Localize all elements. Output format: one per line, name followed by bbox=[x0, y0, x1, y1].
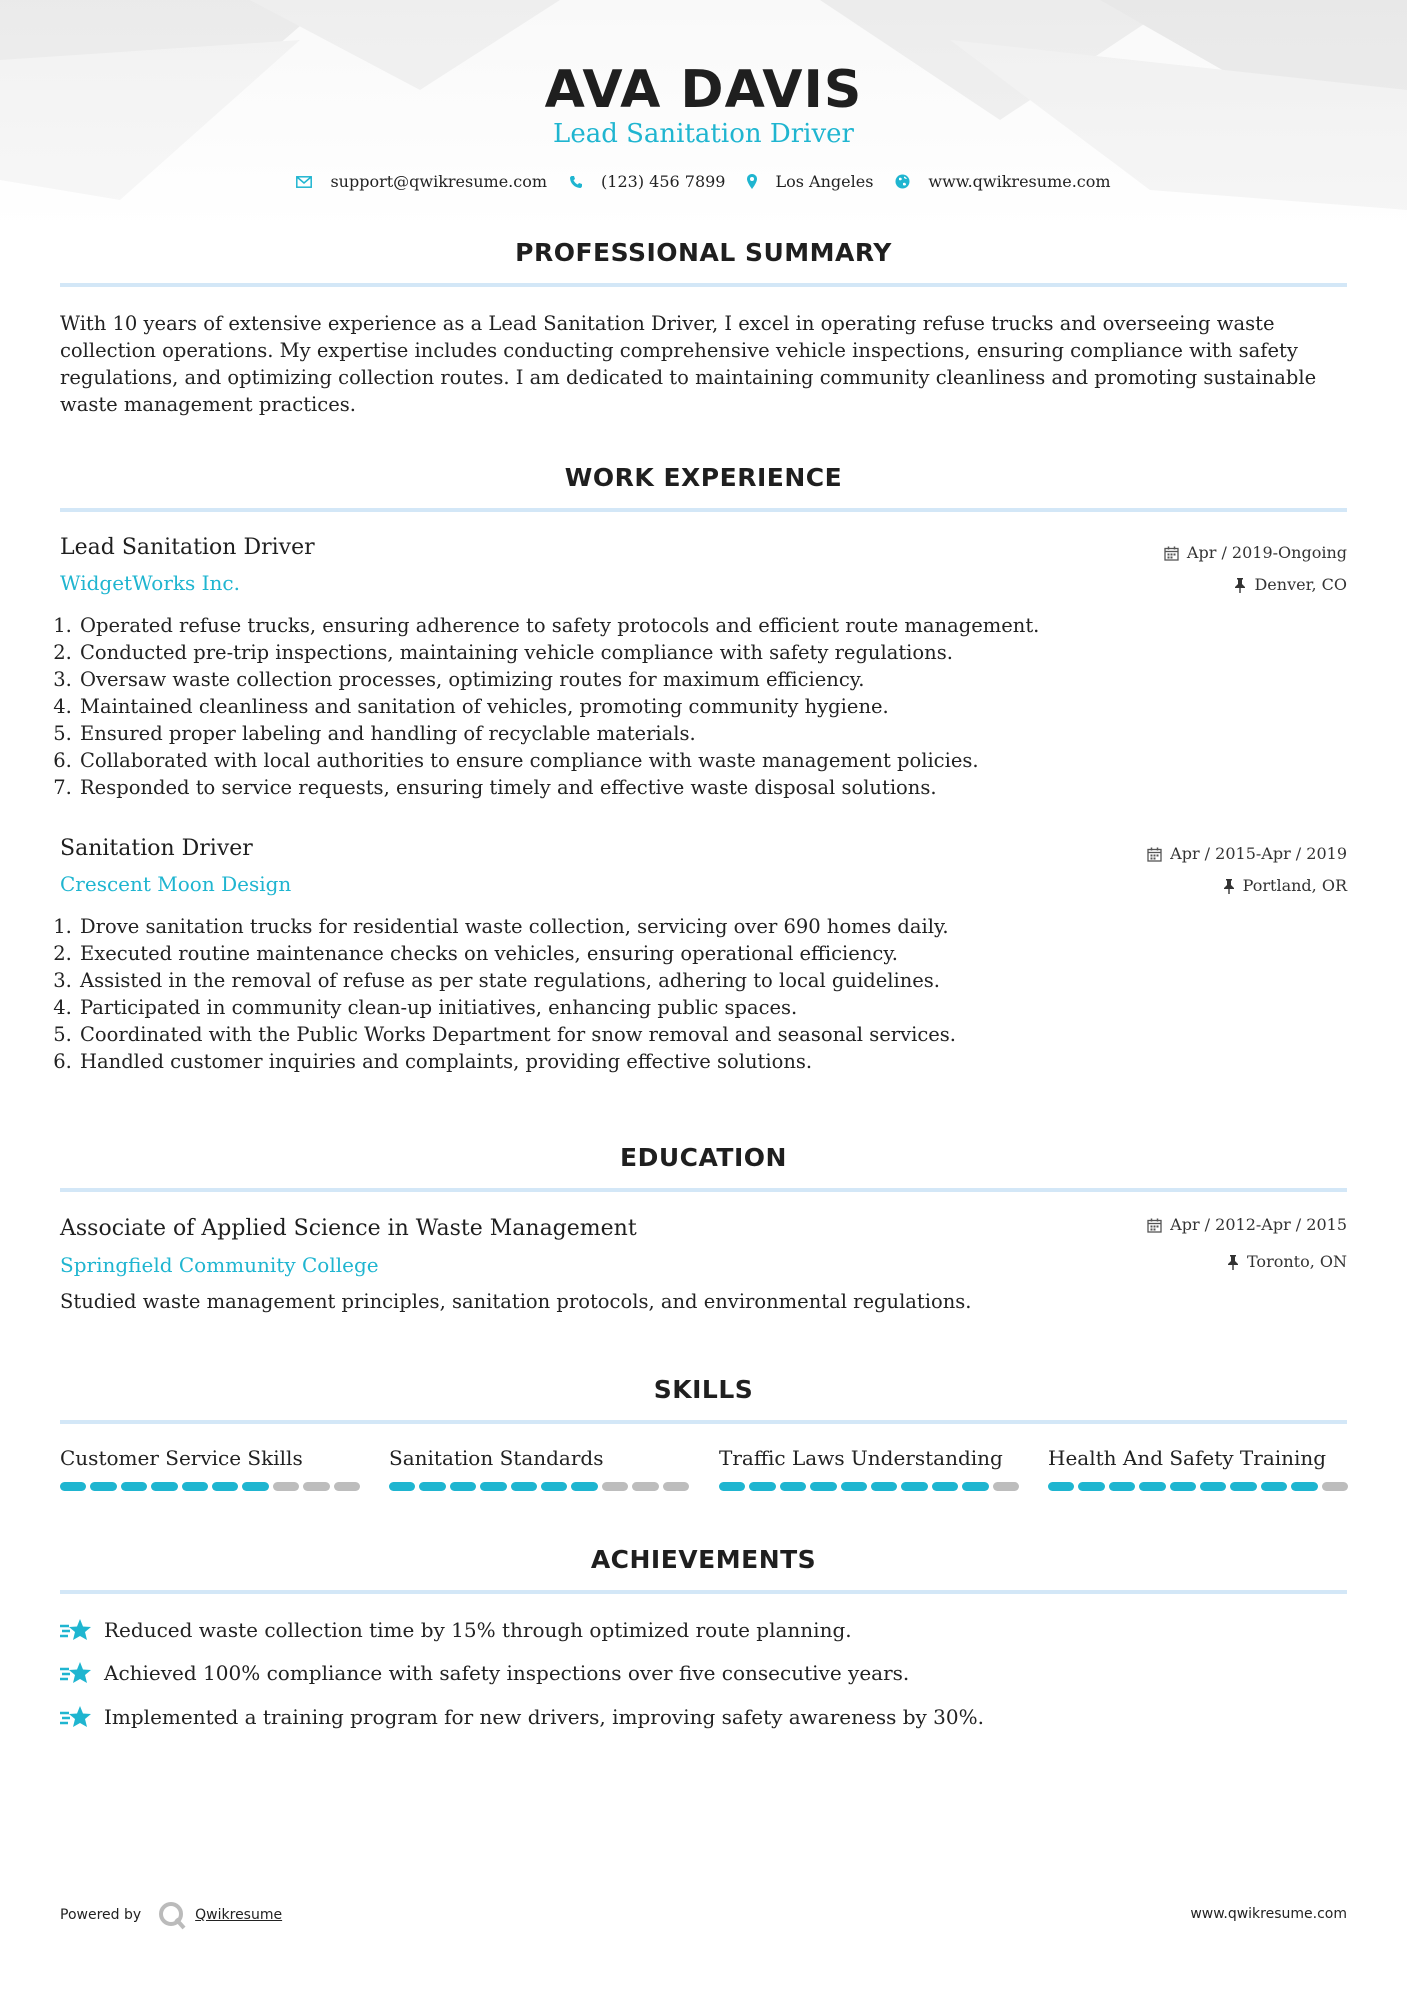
pushpin-icon bbox=[1234, 578, 1246, 593]
skill-name: Sanitation Standards bbox=[389, 1446, 604, 1470]
skill-item bbox=[719, 1444, 1019, 1491]
map-pin-icon bbox=[747, 174, 757, 189]
job-duties-list bbox=[60, 612, 1278, 801]
skill-segment-filled bbox=[780, 1482, 806, 1491]
skill-rating-bar bbox=[389, 1482, 689, 1491]
skill-segment-filled bbox=[389, 1482, 415, 1491]
list-item: 1. Drove sanitation trucks for residential waste collection, servicing over 690 homes daily. bbox=[78, 913, 1278, 940]
skill-segment-filled bbox=[719, 1482, 745, 1491]
list-item: 2. Conducted pre-trip inspections, maintaining vehicle compliance with safety regulations. bbox=[78, 639, 1278, 666]
skill-segment-filled bbox=[1139, 1482, 1165, 1491]
skill-segment-filled bbox=[480, 1482, 506, 1491]
contact-website[interactable] bbox=[895, 172, 1110, 191]
skill-rating-bar bbox=[60, 1482, 360, 1491]
skill-name: Customer Service Skills bbox=[60, 1446, 303, 1470]
job-title: Sanitation Driver bbox=[60, 836, 253, 861]
dates-text: Apr / 2019-Ongoing bbox=[1186, 543, 1347, 562]
skill-segment-filled bbox=[841, 1482, 867, 1491]
dates-text: Apr / 2012-Apr / 2015 bbox=[1170, 1215, 1347, 1234]
education-location bbox=[1227, 1251, 1347, 1273]
candidate-title: Lead Sanitation Driver bbox=[553, 119, 854, 149]
skills-heading: SKILLS bbox=[653, 1375, 754, 1404]
contact-phone[interactable] bbox=[569, 172, 725, 191]
skill-segment-filled bbox=[541, 1482, 567, 1491]
company-name: WidgetWorks Inc. bbox=[60, 571, 240, 595]
summary-text: With 10 years of extensive experience as a Lead Sanitation Driver, I excel in operating refuse trucks and overseeing waste collection operations. My expertise includes conducting comprehensive vehicle inspections, ensuring compliance with safety regulations, and optimizing collection routes. I am dedicated to maintaining community cleanliness and promoting sustainable waste management practices. bbox=[60, 312, 1317, 416]
pushpin-icon bbox=[1223, 879, 1235, 894]
degree-title: Associate of Applied Science in Waste Management bbox=[60, 1216, 637, 1241]
star-icon bbox=[60, 1617, 92, 1643]
calendar-icon bbox=[1164, 546, 1179, 561]
list-item: 6. Collaborated with local authorities to ensure compliance with waste management policies. bbox=[78, 747, 1278, 774]
skill-segment-empty bbox=[1322, 1482, 1348, 1491]
job-title: Lead Sanitation Driver bbox=[60, 535, 315, 560]
skill-item bbox=[389, 1444, 689, 1491]
company-name: Crescent Moon Design bbox=[60, 872, 292, 896]
skill-segment-empty bbox=[663, 1482, 689, 1491]
dates-text: Apr / 2015-Apr / 2019 bbox=[1170, 844, 1347, 863]
qwikresume-link[interactable]: Qwikresume bbox=[195, 1907, 283, 1923]
skill-segment-filled bbox=[1230, 1482, 1256, 1491]
list-item: 4. Maintained cleanliness and sanitation of vehicles, promoting community hygiene. bbox=[78, 693, 1278, 720]
globe-icon bbox=[895, 174, 910, 189]
skill-segment-filled bbox=[60, 1482, 86, 1491]
skill-segment-filled bbox=[962, 1482, 988, 1491]
job-location bbox=[1223, 875, 1347, 897]
skill-name: Traffic Laws Understanding bbox=[719, 1446, 1003, 1470]
list-item: 6. Handled customer inquiries and complaints, providing effective solutions. bbox=[78, 1048, 1278, 1075]
skill-segment-filled bbox=[871, 1482, 897, 1491]
skill-segment-filled bbox=[450, 1482, 476, 1491]
skills-divider bbox=[60, 1420, 1347, 1424]
school-name: Springfield Community College bbox=[60, 1253, 379, 1277]
list-item: 5. Coordinated with the Public Works Department for snow removal and seasonal services. bbox=[78, 1021, 1278, 1048]
skill-segment-empty bbox=[602, 1482, 628, 1491]
skill-segment-empty bbox=[993, 1482, 1019, 1491]
location-text: Denver, CO bbox=[1254, 575, 1347, 594]
skill-segment-filled bbox=[1291, 1482, 1317, 1491]
skill-segment-filled bbox=[1048, 1482, 1074, 1491]
experience-divider bbox=[60, 508, 1347, 512]
skill-segment-filled bbox=[182, 1482, 208, 1491]
location-text: Toronto, ON bbox=[1247, 1252, 1347, 1271]
calendar-icon bbox=[1147, 1218, 1162, 1233]
skill-rating-bar bbox=[1048, 1482, 1348, 1491]
education-heading: EDUCATION bbox=[620, 1143, 787, 1172]
star-icon bbox=[60, 1704, 92, 1730]
education-dates bbox=[1147, 1214, 1347, 1236]
contact-bar bbox=[0, 172, 1407, 191]
list-item: 2. Executed routine maintenance checks on vehicles, ensuring operational efficiency. bbox=[78, 940, 1278, 967]
skill-segment-filled bbox=[90, 1482, 116, 1491]
list-item: 5. Ensured proper labeling and handling of recyclable materials. bbox=[78, 720, 1278, 747]
summary-divider bbox=[60, 283, 1347, 287]
job-duties-list bbox=[60, 913, 1278, 1075]
skill-segment-filled bbox=[212, 1482, 238, 1491]
skill-segment-filled bbox=[1078, 1482, 1104, 1491]
skill-segment-filled bbox=[571, 1482, 597, 1491]
skill-segment-empty bbox=[273, 1482, 299, 1491]
job-dates bbox=[1147, 843, 1347, 865]
footer-powered-by bbox=[60, 1900, 282, 1930]
skill-segment-filled bbox=[121, 1482, 147, 1491]
phone-text: (123) 456 7899 bbox=[601, 172, 726, 191]
list-item: 3. Oversaw waste collection processes, optimizing routes for maximum efficiency. bbox=[78, 666, 1278, 693]
skill-name: Health And Safety Training bbox=[1048, 1446, 1327, 1470]
skill-segment-filled bbox=[810, 1482, 836, 1491]
achievement-item bbox=[60, 1616, 852, 1644]
skill-segment-filled bbox=[1261, 1482, 1287, 1491]
achievement-item bbox=[60, 1659, 909, 1687]
experience-heading: WORK EXPERIENCE bbox=[564, 463, 843, 492]
skill-segment-filled bbox=[242, 1482, 268, 1491]
skill-segment-empty bbox=[303, 1482, 329, 1491]
achievements-divider bbox=[60, 1590, 1347, 1594]
achievement-text: Reduced waste collection time by 15% through optimized route planning. bbox=[104, 1618, 852, 1642]
contact-location bbox=[747, 172, 873, 191]
location-text: Los Angeles bbox=[775, 172, 874, 191]
list-item: 1. Operated refuse trucks, ensuring adherence to safety protocols and efficient route management. bbox=[78, 612, 1278, 639]
pushpin-icon bbox=[1227, 1255, 1239, 1270]
skill-segment-filled bbox=[749, 1482, 775, 1491]
email-text: support@qwikresume.com bbox=[330, 172, 548, 191]
achievement-text: Achieved 100% compliance with safety inspections over five consecutive years. bbox=[104, 1661, 910, 1685]
qwikresume-logo-icon bbox=[157, 1900, 187, 1930]
skill-segment-filled bbox=[932, 1482, 958, 1491]
envelope-icon bbox=[296, 176, 312, 188]
calendar-icon bbox=[1147, 847, 1162, 862]
achievement-text: Implemented a training program for new drivers, improving safety awareness by 30%. bbox=[104, 1705, 984, 1729]
skill-item bbox=[1048, 1444, 1348, 1491]
skill-segment-filled bbox=[151, 1482, 177, 1491]
achievement-item bbox=[60, 1703, 984, 1731]
list-item: 7. Responded to service requests, ensuring timely and effective waste disposal solutions. bbox=[78, 774, 1278, 801]
star-icon bbox=[60, 1660, 92, 1686]
education-description: Studied waste management principles, sanitation protocols, and environmental regulations. bbox=[60, 1290, 972, 1313]
achievements-heading: ACHIEVEMENTS bbox=[590, 1545, 817, 1574]
footer-website-link[interactable]: www.qwikresume.com bbox=[1190, 1906, 1347, 1922]
skill-segment-empty bbox=[334, 1482, 360, 1491]
job-location bbox=[1234, 574, 1347, 596]
list-item: 4. Participated in community clean-up initiatives, enhancing public spaces. bbox=[78, 994, 1278, 1021]
skill-rating-bar bbox=[719, 1482, 1019, 1491]
skill-segment-filled bbox=[1109, 1482, 1135, 1491]
contact-email[interactable] bbox=[296, 172, 547, 191]
skill-segment-filled bbox=[511, 1482, 537, 1491]
skill-segment-empty bbox=[632, 1482, 658, 1491]
list-item: 3. Assisted in the removal of refuse as per state regulations, adhering to local guidelines. bbox=[78, 967, 1278, 994]
skill-item bbox=[60, 1444, 360, 1491]
location-text: Portland, OR bbox=[1242, 876, 1347, 895]
skill-segment-filled bbox=[1200, 1482, 1226, 1491]
website-text: www.qwikresume.com bbox=[928, 172, 1111, 191]
skill-segment-filled bbox=[419, 1482, 445, 1491]
powered-by-label: Powered by bbox=[60, 1907, 142, 1923]
skill-segment-filled bbox=[1170, 1482, 1196, 1491]
phone-icon bbox=[569, 175, 583, 189]
job-dates bbox=[1164, 542, 1347, 564]
skill-segment-filled bbox=[901, 1482, 927, 1491]
candidate-name: AVA DAVIS bbox=[544, 60, 863, 120]
education-divider bbox=[60, 1188, 1347, 1192]
summary-heading: PROFESSIONAL SUMMARY bbox=[515, 238, 892, 267]
